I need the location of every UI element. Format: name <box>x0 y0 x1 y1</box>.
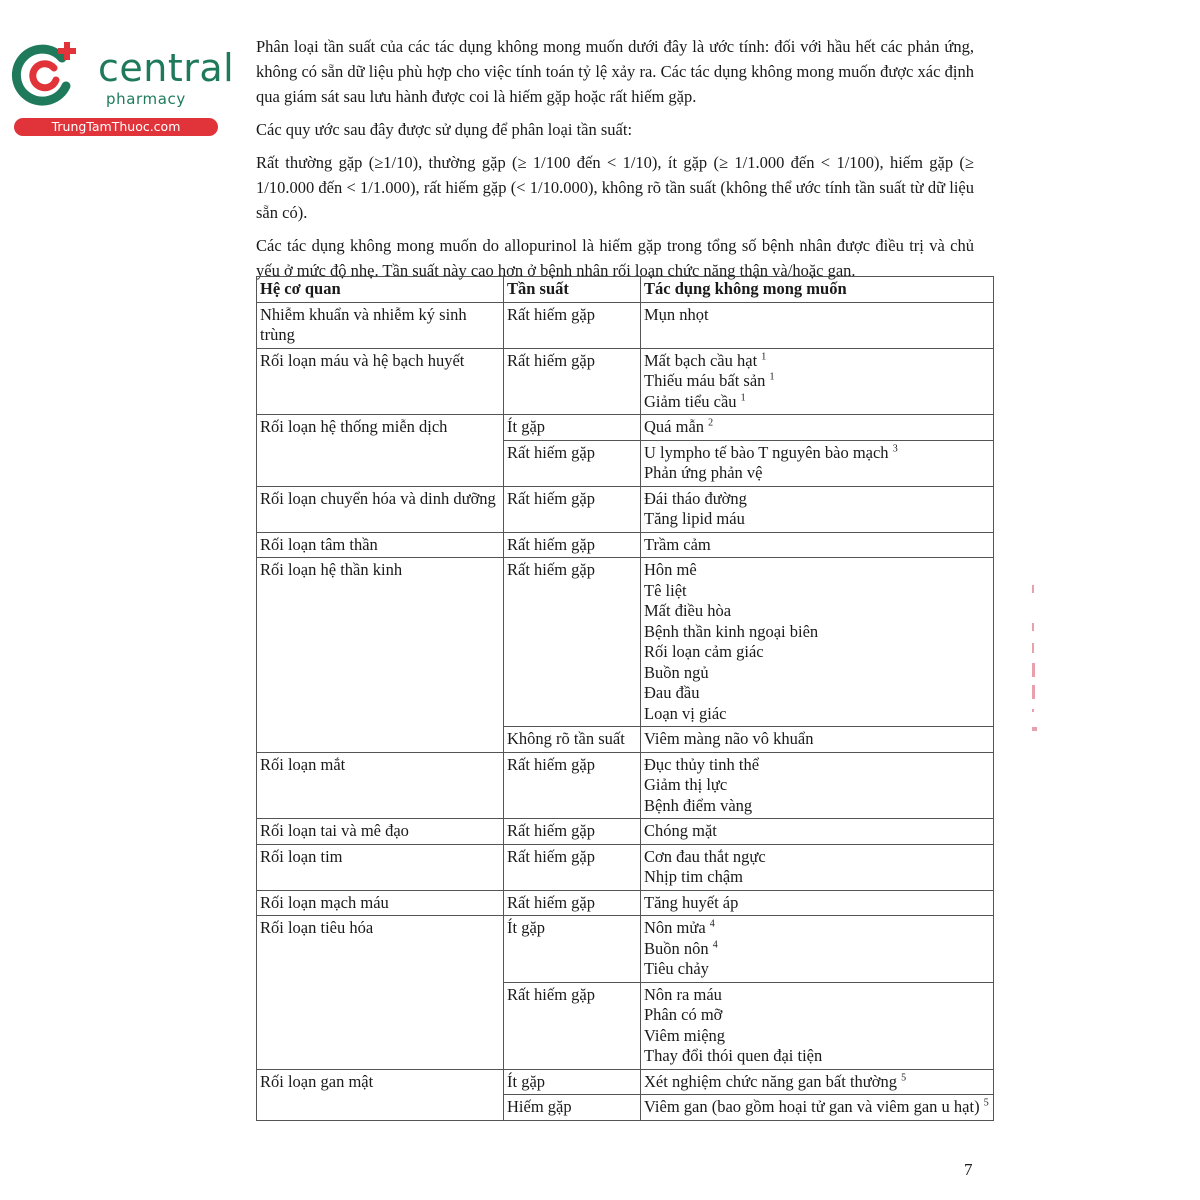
effect-item <box>644 1005 990 1026</box>
effects-cell <box>641 532 994 558</box>
table-row <box>257 532 994 558</box>
effect-text: Bệnh thần kinh ngoại biên <box>644 621 819 641</box>
effect-text: Đau đầu <box>644 683 700 702</box>
paragraph-frequency-definitions: Rất thường gặp (≥1/10), thường gặp (≥ 1/100 đến < 1/10), ít gặp (≥ 1/1.000 đến < 1/100), hiếm gặp (≥ 1/10.000 đến < 1/1.000), rất hiếm gặp (< 1/10.000), không rõ tần suất (không thể ước tính tần suất từ dữ liệu sẵn có). <box>256 153 974 222</box>
effect-text: Viêm màng não vô khuẩn <box>644 729 814 748</box>
effect-text: Tiêu chảy <box>644 959 709 978</box>
frequency-cell: Rất hiếm gặp <box>504 440 641 486</box>
effect-footnote-ref: 2 <box>708 417 714 429</box>
effects-cell <box>641 302 994 348</box>
effect-text: Viêm miệng <box>644 1025 726 1045</box>
effects-cell <box>641 844 994 890</box>
table-row <box>257 916 994 983</box>
effect-text: Nôn ra máu <box>644 984 722 1004</box>
logo-brand-text: central <box>98 46 235 90</box>
effect-item <box>644 463 990 484</box>
effect-item <box>644 867 990 888</box>
effect-text: Mất bạch cầu hạt <box>644 350 758 370</box>
organ-cell: Rối loạn mạch máu <box>257 890 504 916</box>
effect-text: Thiếu máu bất sản <box>644 371 766 390</box>
effects-cell <box>641 440 994 486</box>
effect-item <box>644 704 990 725</box>
effect-item <box>644 1097 990 1118</box>
effect-item <box>644 560 990 581</box>
effect-item <box>644 683 990 704</box>
effect-item <box>644 893 990 914</box>
effect-text: Mụn nhọt <box>644 304 709 324</box>
organ-cell: Rối loạn tiêu hóa <box>257 916 504 1070</box>
effect-footnote-ref: 1 <box>740 392 746 403</box>
frequency-cell: Không rõ tần suất <box>504 727 641 753</box>
effect-item <box>644 729 990 750</box>
effect-item <box>644 509 990 530</box>
effect-item <box>644 489 990 510</box>
effect-text: Phản ứng phản vệ <box>644 463 763 482</box>
organ-cell: Rối loạn chuyển hóa và dinh dưỡng <box>257 486 504 532</box>
effect-text: Hôn mê <box>644 560 697 579</box>
frequency-cell: Rất hiếm gặp <box>504 348 641 415</box>
effect-text: Thay đổi thói quen đại tiện <box>644 1046 823 1065</box>
effects-cell <box>641 415 994 441</box>
effect-item <box>644 796 990 817</box>
frequency-cell: Rất hiếm gặp <box>504 752 641 819</box>
effect-text: Phân có mỡ <box>644 1005 723 1024</box>
effects-cell <box>641 348 994 415</box>
effect-item <box>644 642 990 663</box>
effect-item <box>644 775 990 796</box>
effect-text: Xét nghiệm chức năng gan bất thường <box>644 1071 897 1091</box>
frequency-cell: Ít gặp <box>504 1069 641 1095</box>
effect-text: Tê liệt <box>644 580 687 600</box>
effects-cell <box>641 1095 994 1121</box>
effect-text: U lympho tế bào T nguyên bào mạch <box>644 442 889 462</box>
effect-text: Bệnh điểm vàng <box>644 795 753 815</box>
effect-item <box>644 663 990 684</box>
effect-text: Giảm tiểu cầu <box>644 391 737 411</box>
organ-cell: Rối loạn máu và hệ bạch huyết <box>257 348 504 415</box>
effect-footnote-ref: 5 <box>983 1097 989 1109</box>
table-row <box>257 752 994 819</box>
logo-sub-text: pharmacy <box>106 90 186 108</box>
frequency-cell: Rất hiếm gặp <box>504 486 641 532</box>
table-header-row <box>257 277 994 303</box>
effect-footnote-ref: 4 <box>712 939 718 950</box>
effects-cell <box>641 727 994 753</box>
effect-item <box>644 1046 990 1067</box>
frequency-cell: Ít gặp <box>504 415 641 441</box>
table-row <box>257 348 994 415</box>
effect-item <box>644 847 990 868</box>
effect-item <box>644 351 990 372</box>
effect-item <box>644 1026 990 1047</box>
table-row <box>257 302 994 348</box>
effect-item <box>644 959 990 980</box>
effects-cell <box>641 916 994 983</box>
table-row <box>257 1069 994 1095</box>
effect-item <box>644 918 990 939</box>
frequency-cell: Rất hiếm gặp <box>504 982 641 1069</box>
effects-cell <box>641 890 994 916</box>
effect-footnote-ref: 4 <box>709 918 715 930</box>
frequency-cell: Rất hiếm gặp <box>504 890 641 916</box>
adverse-effects-table <box>256 276 994 1121</box>
effect-item <box>644 535 990 556</box>
effect-item <box>644 939 990 960</box>
frequency-cell: Rất hiếm gặp <box>504 532 641 558</box>
organ-cell: Rối loạn tâm thần <box>257 532 504 558</box>
effect-text: Đục thủy tinh thể <box>644 754 760 774</box>
header-frequency: Tần suất <box>504 277 641 303</box>
effect-text: Cơn đau thắt ngực <box>644 846 766 866</box>
effect-item <box>644 371 990 392</box>
table-row <box>257 844 994 890</box>
effect-item <box>644 985 990 1006</box>
effect-text: Tăng huyết áp <box>644 892 739 912</box>
effect-text: Tăng lipid máu <box>644 509 745 528</box>
organ-cell: Rối loạn hệ thần kinh <box>257 558 504 753</box>
table-row <box>257 819 994 845</box>
effects-cell <box>641 1069 994 1095</box>
paragraph-allopurinol-summary: Các tác dụng không mong muốn do allopurinol là hiếm gặp trong tổng số bệnh nhân được điều trị và chủ yếu ở mức độ nhẹ. Tần suất này cao hơn ở bệnh nhân rối loạn chức năng thận và/hoặc gan. <box>256 236 974 280</box>
effect-item <box>644 305 990 326</box>
frequency-cell: Ít gặp <box>504 916 641 983</box>
effects-cell <box>641 486 994 532</box>
effect-item <box>644 1072 990 1093</box>
organ-cell: Rối loạn tai và mê đạo <box>257 819 504 845</box>
table-row <box>257 558 994 727</box>
effect-text: Nôn mửa <box>644 918 706 937</box>
table-row <box>257 890 994 916</box>
effect-text: Buồn ngủ <box>644 662 709 682</box>
effect-item <box>644 443 990 464</box>
effect-text: Giảm thị lực <box>644 775 728 794</box>
effect-text: Nhịp tim chậm <box>644 867 743 886</box>
effect-footnote-ref: 5 <box>901 1072 907 1083</box>
logo-banner: TrungTamThuoc.com <box>14 118 218 136</box>
effect-text: Buồn nôn <box>644 938 709 958</box>
effect-item <box>644 622 990 643</box>
central-pharmacy-logo-icon <box>10 40 80 110</box>
effect-text: Rối loạn cảm giác <box>644 642 764 661</box>
brand-logo <box>10 40 235 140</box>
header-organ: Hệ cơ quan <box>257 277 504 303</box>
effect-text: Quá mẫn <box>644 417 705 436</box>
effect-item <box>644 581 990 602</box>
organ-cell: Rối loạn mắt <box>257 752 504 819</box>
intro-text <box>256 34 974 291</box>
paragraph-frequency-estimate: Phân loại tần suất của các tác dụng không mong muốn dưới đây là ước tính: đối với hầu hết các phản ứng, không có sẵn dữ liệu phù hợp cho việc tính toán tỷ lệ xảy ra. Các tác dụng không mong muốn được xác định qua giám sát sau lưu hành được coi là hiếm gặp hoặc rất hiếm gặp. <box>256 37 974 106</box>
stamp-edge-mark <box>1030 585 1042 745</box>
frequency-cell: Rất hiếm gặp <box>504 558 641 727</box>
frequency-cell: Rất hiếm gặp <box>504 819 641 845</box>
table-row <box>257 486 994 532</box>
effect-item <box>644 417 990 438</box>
effect-text: Loạn vị giác <box>644 703 727 723</box>
organ-cell: Rối loạn gan mật <box>257 1069 504 1120</box>
effect-text: Đái tháo đường <box>644 488 747 508</box>
page-number: 7 <box>964 1160 973 1179</box>
effect-item <box>644 755 990 776</box>
paragraph-conventions: Các quy ước sau đây được sử dụng để phân loại tần suất: <box>256 120 633 139</box>
effects-cell <box>641 819 994 845</box>
effect-text: Viêm gan (bao gồm hoại tử gan và viêm gan u hạt) <box>644 1097 980 1116</box>
effect-footnote-ref: 3 <box>892 443 898 454</box>
effect-text: Chóng mặt <box>644 821 717 840</box>
effect-footnote-ref: 1 <box>761 351 767 362</box>
effect-text: Mất điều hòa <box>644 601 732 620</box>
effect-item <box>644 392 990 413</box>
effect-item <box>644 601 990 622</box>
frequency-cell: Rất hiếm gặp <box>504 844 641 890</box>
frequency-cell: Hiếm gặp <box>504 1095 641 1121</box>
effects-cell <box>641 752 994 819</box>
organ-cell: Rối loạn tim <box>257 844 504 890</box>
organ-cell: Rối loạn hệ thống miễn dịch <box>257 415 504 487</box>
header-effects: Tác dụng không mong muốn <box>641 277 994 303</box>
effect-text: Trầm cảm <box>644 534 711 554</box>
effect-footnote-ref: 1 <box>769 371 775 383</box>
table-body <box>257 302 994 1120</box>
organ-cell: Nhiễm khuẩn và nhiễm ký sinh trùng <box>257 302 504 348</box>
table-row <box>257 415 994 441</box>
effects-cell <box>641 982 994 1069</box>
frequency-cell: Rất hiếm gặp <box>504 302 641 348</box>
effect-item <box>644 821 990 842</box>
effects-cell <box>641 558 994 727</box>
